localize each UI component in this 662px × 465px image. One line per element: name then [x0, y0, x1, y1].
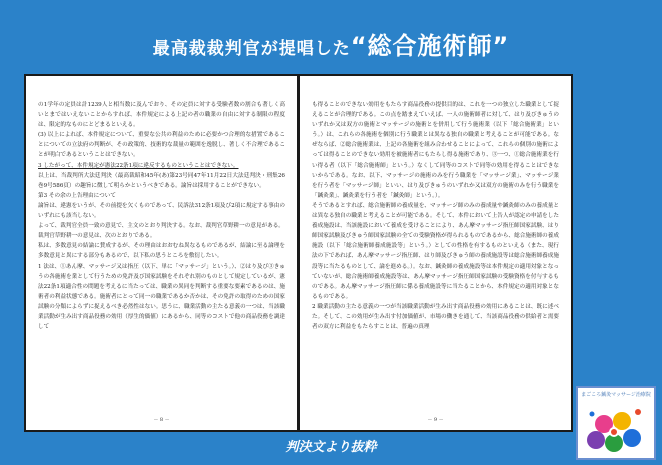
judgment-text-left — [38, 100, 285, 410]
title-emphasis: “総合施術師” — [350, 32, 510, 60]
page-number: － 8 － — [153, 417, 170, 423]
flower-icon — [578, 388, 654, 458]
paragraph: そうであるとすれば、総合施術師の養成量を、マッサージ師のみの養成量や鍼灸師のみの養成量とは異なる独自の職業と考えることが可能である。そして、本件において上告人が認定の申請をした養成施設は、当該施設において養成を受けることにより、あん摩マッサージ指圧師国家試験、はり師国家試験及びきゅう師国家試験の全ての受験資格が得られるものであるから、総合施術師の養成施設（以下「総合施術師養成施設等」という。）としての性格を有するものといえる（また、現行法の下であれば、あん摩マッサージ指圧師、はり師及びきゅう師の養成施設等は総合施術師養成施設等に当たるものとして、論を進める。）。なお、鍼灸師の養成施設等は本件規定の適用対象となっていないが、総合施術師養成施設等は、あん摩マッサージ指圧師国家試験の受験資格を付与するものである。あん摩マッサージ指圧師に係る養成施設等に当たることから、本件規定の適用対象となるものである。 — [312, 202, 559, 300]
judgment-page-right — [298, 74, 573, 432]
paragraph: よって、裁判官全員一致の意見で、主文のとおり判決する。なお、裁判官草野耕一の意見がある。 — [38, 223, 284, 230]
judgment-text-right — [312, 100, 559, 410]
paragraph: 3 したがって、本件規定が憲法22条1項に違反するものということはできない。 — [38, 162, 239, 169]
logo-text: まごころ鍼灸マッサージ治療院 — [581, 392, 651, 398]
paragraph: の1学年の定員は計1239人と相当数に及んでおり、その定員に対する受験者数の割合も著しく高いとまではいえないことからすれば、本件規定による上記の者の職業の自由に対する制限の程度は、限定的なものにとどまるといえる。 — [38, 102, 285, 129]
paragraph: 裁判官草野耕一の意見は、次のとおりである。 — [38, 233, 156, 240]
paragraph: 2 職業活動の主たる意義の一つが当該職業活動が生み出す商品役務の効用にあることは、既に述べた。そして、この効用が生み出す付加価値が、市場の働きを通して、当該商品役務の供給者と需要者の双方に利益をもたらすことは、普遍の真理 — [312, 303, 559, 331]
clinic-logo — [576, 386, 656, 460]
paragraph: 論旨は、違憲をいうが、その前提を欠くものであって、民訴法312条1項及び2項に規定する事由のいずれにも該当しない。 — [38, 202, 285, 220]
paragraph: も得ることのできない効用をもたらす商品役務の提供目的は、これを一つの独立した職業として捉えることが合理的である。この点を踏まえていえば、一人の施術師者に対して、はり及びきゅうのいずれか又は双方の施術とマッサージの施術とを併用して行う施術業（以下「総合施術業」という。）は、これらの各施術を個別に行う職業とは異なる独自の職業と考えることが可能である。なぜならば、②総合施術業は、上記の各施術を組み合わせることによって、これらの個別の施術によっては得ることのできない効用を被施術者にもたらし得る施術であり、③一つ、①総合施術業を行い得る者（以下「総合施術師」という。）なくして同等のコストで同等の効用を得ることはできないからである。なお、以下、マッサージの施術のみを行う職業を「マッサージ業」、マッサージ業を行う者を「マッサージ師」といい、はり及びきゅうのいずれか又は双方の施術のみを行う職業を「鍼灸業」、鍼灸業を行う者を「鍼灸師」という。）。 — [312, 102, 559, 199]
section-heading: 第3 その余の上告理由について — [38, 192, 116, 199]
paragraph: 1 法は、①あん摩、マッサージ又は指圧（以下、単に「マッサージ」という。）、②はり及び③きゅうの各施術を業として行うための免許及び国家試験をそれぞれ別のものとして規定しているが、憲法22条1項適合性の問題を考えるに当たっては、職業の異同を判断する重要な要素であるのは、施術者の利益状態である。施術者にとって同一の職業であるか否かは、その免許の取得のための国家試験の分類によらずに捉えるべき必然性はない。思うに、職業活動の主たる意義の一つは、当該職業活動が生み出す商品役務の効用（厚生的価値）にあるから、同等のコストで他の商品役務を調達して — [38, 263, 285, 331]
page-title — [0, 26, 662, 61]
title-lead: 最高裁裁判官が提唱した — [152, 39, 351, 59]
paragraph: 以上は、当裁判所大法廷判決（最高裁昭和45年(あ)第23号同47年11月22日大法廷判決・刑集26巻9号586頁）の趣旨に徴して明らかというべきである。論旨は採用することができない。 — [38, 172, 285, 189]
paragraph: (3) 以上によれば、本件規定について、重要な公共の利益のために必要かつ合理的な措置であることについての立法府の判断が、その政策的、技術的な裁量の範囲を逸脱し、著しく不合理であることが明白であるということはできない。 — [38, 132, 285, 159]
excerpt-caption: 判決文より抜粋 — [285, 440, 377, 455]
paragraph: 私は、多数意見の結論に賛成するが、その理由はおおむね異なるものであるが、結論に至る論理を多数意見と異にする部分もあるので、以下私の思うところを敷衍したい。 — [38, 243, 285, 260]
page-number: － 9 － — [427, 417, 444, 423]
judgment-page-left — [24, 74, 299, 432]
